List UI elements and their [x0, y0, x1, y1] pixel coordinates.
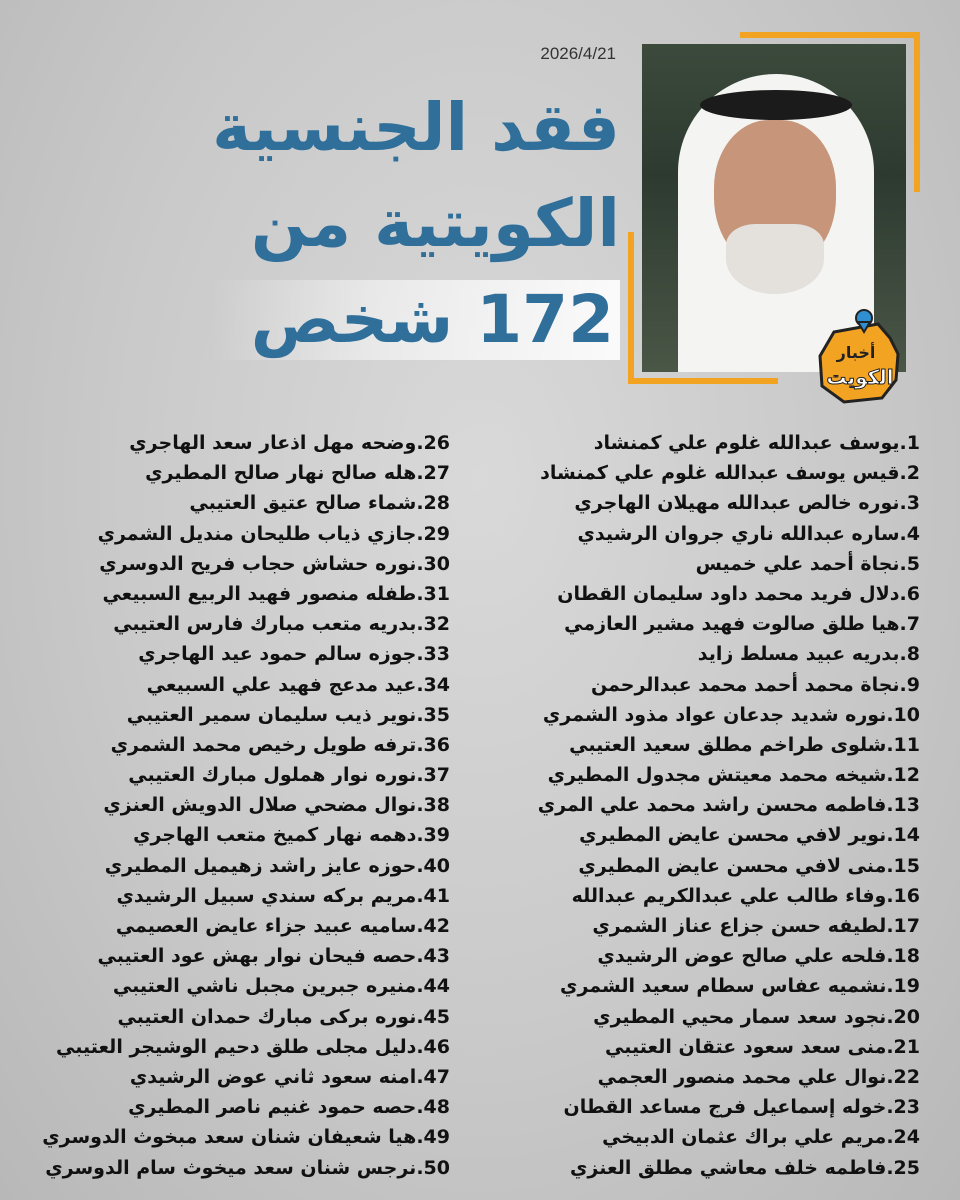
name-list-item: 40.حوزه عايز راشد زهيميل المطيري	[104, 854, 450, 877]
name-list-item: 11.شلوى طراخم مطلق سعيد العتيبي	[569, 733, 920, 756]
name-list-item: 33.جوزه سالم حمود عيد الهاجري	[138, 643, 450, 666]
name-list-item: 25.فاطمه خلف معاشي مطلق العنزي	[570, 1156, 920, 1179]
name-list-item: 35.نوير ذيب سليمان سمير العتيبي	[126, 703, 450, 726]
name-list-item: 41.مريم بركه سندي سبيل الرشيدي	[116, 884, 450, 907]
name-list-item: 21.منى سعد سعود عتقان العتيبي	[605, 1035, 920, 1058]
name-list-item: 31.طفله منصور فهيد الربيع السبيعي	[102, 582, 450, 605]
name-list-item: 13.فاطمه محسن راشد محمد علي المري	[537, 794, 920, 817]
name-list-item: 5.نجاة أحمد علي خميس	[695, 552, 920, 575]
name-list-item: 47.امنه سعود ثاني عوض الرشيدي	[129, 1065, 450, 1088]
news-logo	[816, 294, 912, 412]
name-list-item: 24.مريم علي براك عثمان الدبيخي	[602, 1126, 920, 1149]
name-list-item: 10.نوره شديد جدعان عواد مذود الشمري	[542, 703, 920, 726]
name-list-item: 39.دهمه نهار كميخ متعب الهاجري	[133, 824, 450, 847]
name-list-item: 1.يوسف عبدالله غلوم علي كمنشاد	[593, 432, 920, 454]
name-list-item: 19.نشميه عفاس سطام سعيد الشمري	[560, 975, 920, 998]
name-list-item: 16.وفاء طالب علي عبدالكريم عبدالله	[571, 884, 920, 907]
names-list-left	[10, 428, 450, 1183]
name-list-item: 44.منيره جبرين مجبل ناشي العتيبي	[112, 975, 450, 998]
headline-line-2: الكويتية من	[250, 185, 620, 262]
name-list-item: 48.حصه حمود غنيم ناصر المطيري	[128, 1096, 450, 1119]
name-list-item: 38.نوال مضحي صلال الدويش العنزي	[103, 794, 450, 817]
frame-accent-left	[628, 232, 634, 384]
name-list-item: 32.بدريه متعب مبارك فارس العتيبي	[113, 613, 450, 636]
name-list-item: 45.نوره بركى مبارك حمدان العتيبي	[117, 1005, 450, 1028]
name-list-item: 49.هيا شعيفان شنان سعد مبخوث الدوسري	[42, 1126, 450, 1149]
name-list-item: 15.منى لافي محسن عايض المطيري	[578, 854, 920, 877]
name-list-item: 30.نوره حشاش حجاب فريح الدوسري	[99, 552, 450, 575]
name-list-item: 9.نجاة محمد أحمد محمد عبدالرحمن	[590, 673, 920, 696]
name-list-item: 8.بدريه عبيد مسلط زايد	[697, 643, 920, 666]
name-list-item: 36.ترفه طويل رخيص محمد الشمري	[110, 733, 450, 756]
name-list-item: 46.دليل مجلى طلق دحيم الوشيجر العتيبي	[55, 1035, 450, 1058]
logo-text-bottom: الكويت	[826, 365, 894, 389]
name-list-item: 50.نرجس شنان سعد ميخوث سام الدوسري	[45, 1156, 450, 1179]
name-list-item: 14.نوير لافي محسن عايض المطيري	[579, 824, 920, 847]
headline-line-1: فقد الجنسية	[212, 89, 620, 166]
name-list-item: 27.هله صالح نهار صالح المطيري	[145, 462, 450, 485]
name-list-item: 4.ساره عبدالله ناري جروان الرشيدي	[577, 522, 920, 545]
frame-accent-top	[740, 32, 920, 38]
name-list-item: 43.حصه فيحان نوار بهش عود العتيبي	[97, 945, 450, 968]
name-list-item: 18.فلحه علي صالح عوض الرشيدي	[597, 945, 920, 968]
headline-line-3-wrapper	[120, 272, 620, 368]
name-list-item: 2.قيس يوسف عبدالله غلوم علي كمنشاد	[540, 462, 920, 485]
headline	[120, 80, 620, 368]
names-list-right	[490, 428, 920, 1183]
name-list-item: 17.لطيفه حسن جزاع عناز الشمري	[592, 915, 920, 937]
frame-accent-right	[914, 32, 920, 192]
portrait-agal	[700, 90, 852, 120]
name-list-item: 7.هيا طلق صالوت فهيد مشير العازمي	[564, 613, 920, 636]
headline-line-3: 172 شخص	[211, 280, 620, 360]
name-list-item: 20.نجود سعد سمار محيي المطيري	[593, 1005, 920, 1028]
name-list-item: 23.خوله إسماعيل فرج مساعد القطان	[563, 1096, 920, 1119]
name-list-item: 42.ساميه عبيد جزاء عايض العصيمي	[115, 915, 450, 937]
name-list-item: 29.جازي ذياب طليحان منديل الشمري	[97, 522, 450, 545]
name-list-item: 6.دلال فريد محمد داود سليمان القطان	[557, 582, 920, 605]
logo-map-shape	[820, 324, 898, 402]
name-list-item: 3.نوره خالص عبدالله مهيلان الهاجري	[574, 492, 920, 515]
frame-accent-bottom	[628, 378, 778, 384]
portrait-beard	[726, 224, 824, 294]
name-list-item: 34.عيد مدعج فهيد علي السبيعي	[146, 673, 450, 696]
name-list-item: 37.نوره نوار هملول مبارك العتيبي	[128, 764, 450, 787]
publish-date: 2026/4/21	[540, 44, 616, 63]
logo-text-top: أخبار	[836, 343, 876, 362]
name-list-item: 12.شيخه محمد معيتش مجدول المطيري	[547, 764, 920, 787]
name-list-item: 28.شماء صالح عتيق العتيبي	[189, 492, 450, 515]
name-list-item: 26.وضحه مهل اذعار سعد الهاجري	[129, 432, 450, 454]
name-list-item: 22.نوال علي محمد منصور العجمي	[597, 1065, 920, 1088]
